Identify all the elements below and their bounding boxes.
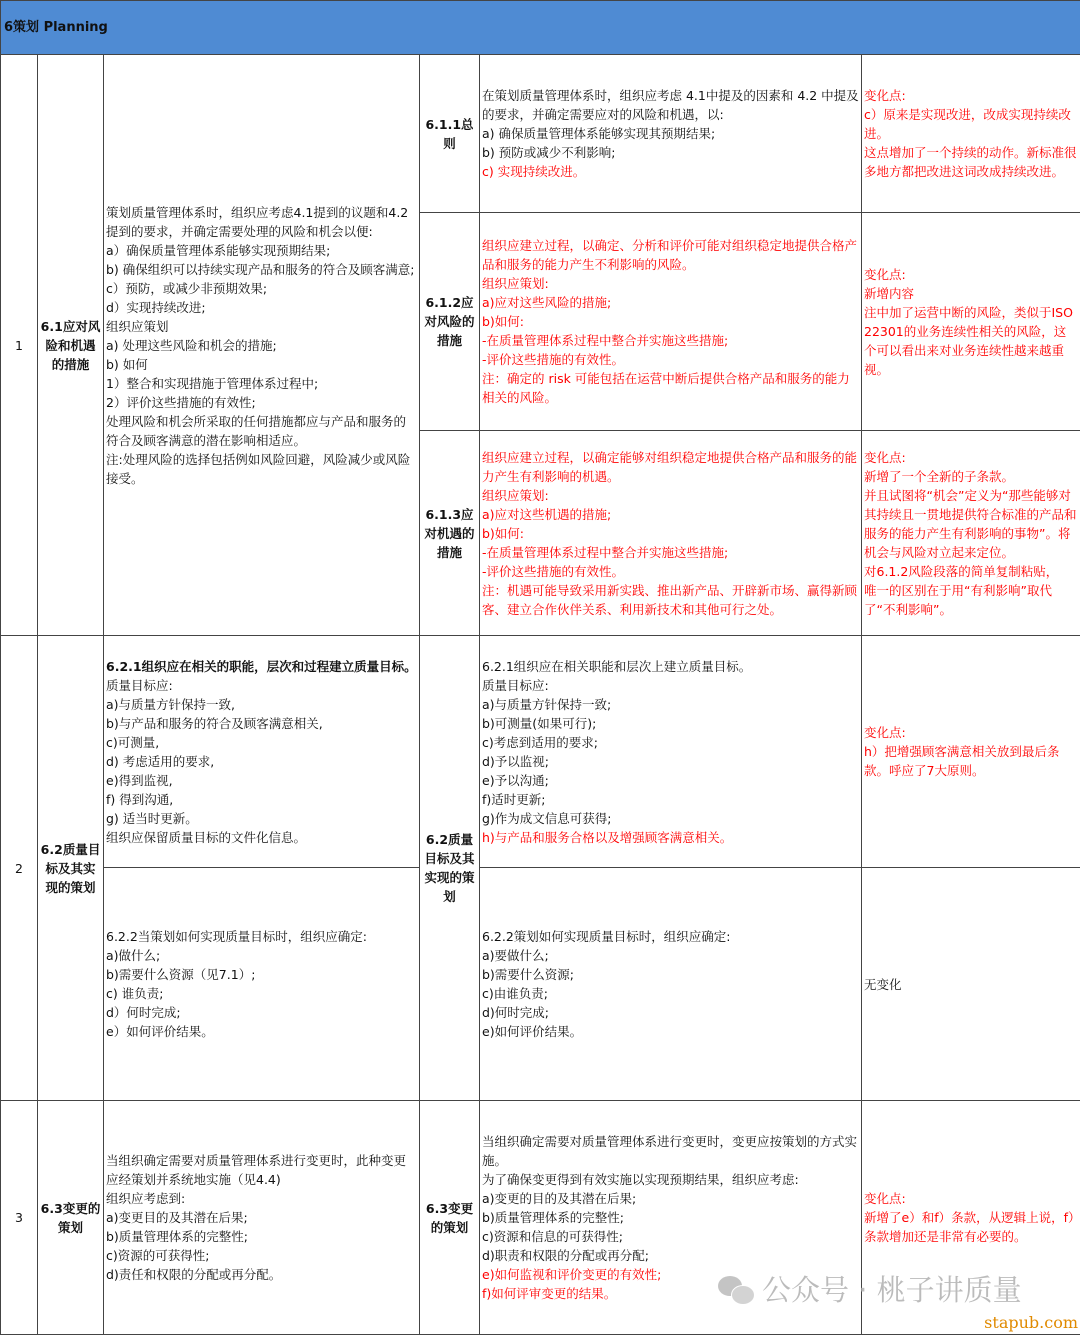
text-line: 1）整合和实现措施于管理体系过程中;	[106, 374, 417, 393]
text-line: 组织应策划	[106, 317, 417, 336]
text-line: c)考虑到适用的要求;	[482, 733, 859, 752]
text-line: 当组织确定需要对质量管理体系进行变更时，变更应按策划的方式实施。	[482, 1132, 859, 1170]
table-row	[1, 55, 1080, 213]
change-note	[862, 636, 1080, 868]
table-row	[1, 868, 1080, 1101]
text-line: g) 适当时更新。	[106, 809, 417, 828]
new-clause-text	[480, 636, 862, 868]
change-note	[862, 55, 1080, 213]
text-line: f)如何评审变更的结果。	[482, 1284, 859, 1303]
old-clause-text	[104, 868, 420, 1101]
text-line: a)与质量方针保持一致;	[482, 695, 859, 714]
text-line: -评价这些措施的有效性。	[482, 350, 859, 369]
text-line: b)如何:	[482, 312, 859, 331]
new-clause-title: 6.2质量目标及其实现的策划	[420, 636, 480, 1101]
text-line: 组织应保留质量目标的文件化信息。	[106, 828, 417, 847]
old-clause-text	[104, 1101, 420, 1335]
text-line: 组织应策划:	[482, 486, 859, 505]
text-line: 注中加了运营中断的风险，类似于ISO22301的业务连续性相关的风险，这个可以看出来对业务连续性越来越重视。	[864, 303, 1078, 379]
text-line: 对6.1.2风险段落的简单复制粘贴，	[864, 562, 1078, 581]
old-clause-text	[104, 55, 420, 636]
text-line: a) 确保质量管理体系能够实现其预期结果;	[482, 124, 859, 143]
text-line: e）如何评价结果。	[106, 1022, 417, 1041]
change-note	[862, 431, 1080, 636]
text-line: 组织应建立过程，以确定能够对组织稳定地提供合格产品和服务的能力产生有利影响的机遇。	[482, 448, 859, 486]
text-line: 6.2.1组织应在相关的职能，层次和过程建立质量目标。	[106, 657, 417, 676]
text-line: g)作为成文信息可获得;	[482, 809, 859, 828]
text-line: -在质量管理体系过程中整合并实施这些措施;	[482, 331, 859, 350]
text-line: 并且试图将“机会”定义为“那些能够对其持续且一贯地提供符合标准的产品和服务的能力产生有利影响的事物”。将机会与风险对立起来定位。	[864, 486, 1078, 562]
text-line: a) 处理这些风险和机会的措施;	[106, 336, 417, 355]
text-line: b)需要什么资源;	[482, 965, 859, 984]
text-line: 变化点:	[864, 723, 1078, 742]
text-line: 变化点:	[864, 265, 1078, 284]
text-line: a)应对这些机遇的措施;	[482, 505, 859, 524]
text-line: b)质量管理体系的完整性;	[106, 1227, 417, 1246]
text-line: e)予以沟通;	[482, 771, 859, 790]
watermark-text: 公众号 · 桃子讲质量	[762, 1268, 1022, 1309]
text-line: c）预防，或减少非预期效果;	[106, 279, 417, 298]
text-line: f) 得到沟通,	[106, 790, 417, 809]
text-line: h)与产品和服务合格以及增强顾客满意相关。	[482, 828, 859, 847]
text-line: a)与质量方针保持一致,	[106, 695, 417, 714]
text-line: d)责任和权限的分配或再分配。	[106, 1265, 417, 1284]
text-line: d)职责和权限的分配或再分配;	[482, 1246, 859, 1265]
new-clause-text	[480, 431, 862, 636]
site-watermark: stapub.com	[984, 1313, 1078, 1332]
text-line: d)何时完成;	[482, 1003, 859, 1022]
text-line: a)要做什么;	[482, 946, 859, 965]
text-line: 组织应考虑到:	[106, 1189, 417, 1208]
text-line: b) 确保组织可以持续实现产品和服务的符合及顾客满意;	[106, 260, 417, 279]
text-line: 2）评价这些措施的有效性;	[106, 393, 417, 412]
text-line: a)应对这些风险的措施;	[482, 293, 859, 312]
text-line: 当组织确定需要对质量管理体系进行变更时，此种变更应经策划并系统地实施（见4.4)	[106, 1151, 417, 1189]
text-line: 6.2.2当策划如何实现质量目标时，组织应确定:	[106, 927, 417, 946]
new-clause-title: 6.1.3应对机遇的措施	[420, 431, 480, 636]
row-number: 3	[1, 1101, 38, 1335]
old-clause-title: 6.3变更的策划	[38, 1101, 104, 1335]
text-line: 在策划质量管理体系时，组织应考虑 4.1中提及的因素和 4.2 中提及的要求，并确定需要应对的风险和机遇，以:	[482, 86, 859, 124]
text-line: 这点增加了一个持续的动作。新标准很多地方都把改进这词改成持续改进。	[864, 143, 1078, 181]
text-line: b)质量管理体系的完整性;	[482, 1208, 859, 1227]
text-line: a)变更的目的及其潜在后果;	[482, 1189, 859, 1208]
old-clause-text	[104, 636, 420, 868]
text-line: 注:处理风险的选择包括例如风险回避，风险减少或风险接受。	[106, 450, 417, 488]
text-line: 新增了一个全新的子条款。	[864, 467, 1078, 486]
text-line: b)与产品和服务的符合及顾客满意相关,	[106, 714, 417, 733]
text-line: d) 考虑适用的要求,	[106, 752, 417, 771]
old-clause-title: 6.1应对风险和机遇的措施	[38, 55, 104, 636]
text-line: 质量目标应:	[106, 676, 417, 695]
text-line: e)如何监视和评价变更的有效性;	[482, 1265, 859, 1284]
new-clause-text	[480, 55, 862, 213]
text-line: 注：确定的 risk 可能包括在运营中断后提供合格产品和服务的能力相关的风险。	[482, 369, 859, 407]
text-line: d)予以监视;	[482, 752, 859, 771]
text-line: 无变化	[864, 975, 1078, 994]
text-line: d）何时完成;	[106, 1003, 417, 1022]
text-line: 变化点:	[864, 448, 1078, 467]
text-line: d）实现持续改进;	[106, 298, 417, 317]
text-line: b)如何:	[482, 524, 859, 543]
text-line: h）把增强顾客满意相关放到最后条款。呼应了7大原则。	[864, 742, 1078, 780]
text-line: b)需要什么资源（见7.1）;	[106, 965, 417, 984]
text-line: 为了确保变更得到有效实施以实现预期结果，组织应考虑:	[482, 1170, 859, 1189]
text-line: 变化点:	[864, 86, 1078, 105]
text-line: 质量目标应:	[482, 676, 859, 695]
text-line: 变化点:	[864, 1189, 1078, 1208]
wechat-icon	[718, 1274, 754, 1304]
text-line: 处理风险和机会所采取的任何措施都应与产品和服务的符合及顾客满意的潜在影响相适应。	[106, 412, 417, 450]
text-line: c)资源的可获得性;	[106, 1246, 417, 1265]
text-line: -在质量管理体系过程中整合并实施这些措施;	[482, 543, 859, 562]
old-clause-title: 6.2质量目标及其实现的策划	[38, 636, 104, 1101]
new-clause-title: 6.1.2应对风险的措施	[420, 213, 480, 431]
text-line: a)变更目的及其潜在后果;	[106, 1208, 417, 1227]
text-line: c)资源和信息的可获得性;	[482, 1227, 859, 1246]
text-line: c) 谁负责;	[106, 984, 417, 1003]
new-clause-text	[480, 868, 862, 1101]
new-clause-title: 6.3变更的策划	[420, 1101, 480, 1335]
table-row	[1, 636, 1080, 868]
change-note	[862, 213, 1080, 431]
text-line: 新增内容	[864, 284, 1078, 303]
text-line: f)适时更新;	[482, 790, 859, 809]
text-line: b)可测量(如果可行);	[482, 714, 859, 733]
text-line: c)由谁负责;	[482, 984, 859, 1003]
text-line: a)做什么;	[106, 946, 417, 965]
text-line: 组织应策划:	[482, 274, 859, 293]
text-line: e)如何评价结果。	[482, 1022, 859, 1041]
text-line: a）确保质量管理体系能够实现预期结果;	[106, 241, 417, 260]
text-line: c) 实现持续改进。	[482, 162, 859, 181]
text-line: b) 如何	[106, 355, 417, 374]
text-line: 6.2.2策划如何实现质量目标时，组织应确定:	[482, 927, 859, 946]
text-line: c）原来是实现改进，改成实现持续改进。	[864, 105, 1078, 143]
section-title: 6策划 Planning	[1, 1, 1080, 55]
new-clause-text	[480, 213, 862, 431]
text-line: c)可测量,	[106, 733, 417, 752]
watermark	[718, 1268, 1022, 1309]
text-line: 组织应建立过程，以确定、分析和评价可能对组织稳定地提供合格产品和服务的能力产生不利影响的风险。	[482, 236, 859, 274]
text-line: b) 预防或减少不利影响;	[482, 143, 859, 162]
text-line: -评价这些措施的有效性。	[482, 562, 859, 581]
text-line: 唯一的区别在于用“有利影响”取代了“不利影响”。	[864, 581, 1078, 619]
text-line: 注：机遇可能导致采用新实践、推出新产品、开辟新市场、赢得新顾客、建立合作伙伴关系、利用新技术和其他可行之处。	[482, 581, 859, 619]
section-header-row	[1, 1, 1080, 55]
row-number: 1	[1, 55, 38, 636]
text-line: 新增了e）和f）条款，从逻辑上说，f）条款增加还是非常有必要的。	[864, 1208, 1078, 1246]
text-line: 策划质量管理体系时，组织应考虑4.1提到的议题和4.2提到的要求，并确定需要处理的风险和机会以便:	[106, 203, 417, 241]
row-number: 2	[1, 636, 38, 1101]
text-line: e)得到监视,	[106, 771, 417, 790]
change-note	[862, 868, 1080, 1101]
text-line: 6.2.1组织应在相关职能和层次上建立质量目标。	[482, 657, 859, 676]
new-clause-title: 6.1.1总则	[420, 55, 480, 213]
